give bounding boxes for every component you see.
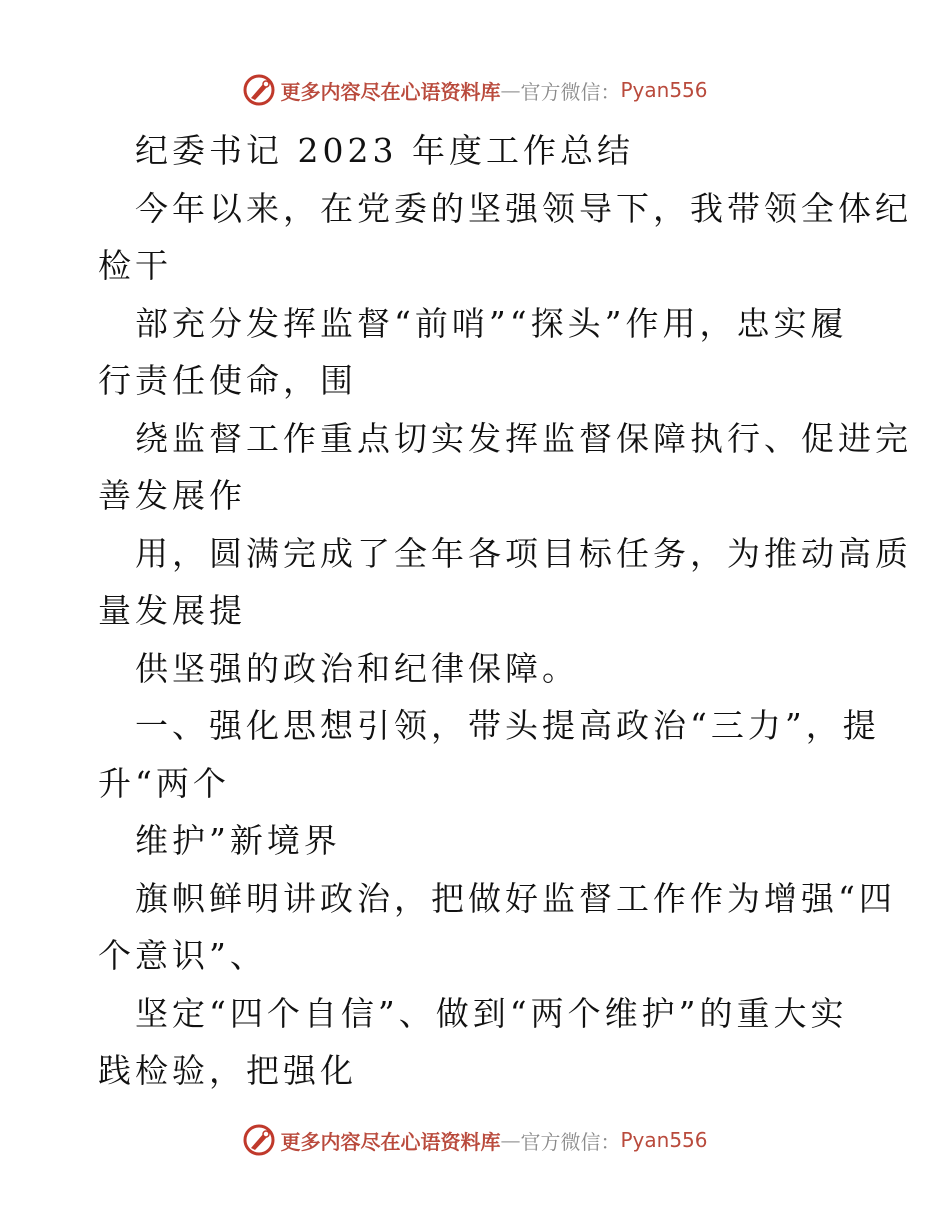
document-body	[98, 122, 912, 1100]
banner-wechat-handle: Pyan556	[620, 78, 708, 102]
text-line: 检干	[98, 246, 172, 285]
text-line: 践检验，把强化	[98, 1051, 357, 1090]
section-heading: 升“两个	[98, 763, 230, 803]
banner-separator: —	[500, 1128, 521, 1152]
text-line: 部充分发挥监督“前哨”“探头”作用，忠实履	[135, 303, 848, 343]
pen-logo-icon	[242, 73, 276, 107]
text-line: 量发展提	[98, 591, 246, 630]
footer-banner	[0, 1120, 950, 1160]
banner-separator: —	[500, 78, 521, 102]
section-heading: 维护”新境界	[135, 821, 341, 860]
banner-wechat-label: 官方微信：	[520, 79, 621, 104]
text-line: 绕监督工作重点切实发挥监督保障执行、促进完	[135, 418, 912, 458]
text-line: 今年以来，在党委的坚强领导下，我带领全体纪	[135, 188, 912, 228]
text-line: 用，圆满完成了全年各项目标任务，为推动高质	[135, 533, 912, 573]
text-line: 坚定“四个自信”、做到“两个维护”的重大实	[135, 993, 848, 1033]
pen-logo-icon	[242, 1123, 276, 1157]
text-line: 个意识”、	[98, 936, 267, 975]
document-title: 纪委书记 2023 年度工作总结	[135, 131, 634, 170]
section-heading: 一、强化思想引领，带头提高政治“三力”，提	[135, 706, 880, 745]
header-banner	[0, 70, 950, 110]
banner-brand-text: 更多内容尽在心语资料库	[280, 1129, 501, 1154]
banner-wechat-handle: Pyan556	[620, 1128, 708, 1152]
text-line: 行责任使命，围	[98, 361, 357, 400]
text-line: 善发展作	[98, 476, 246, 515]
banner-brand-text: 更多内容尽在心语资料库	[280, 79, 501, 104]
text-line: 旗帜鲜明讲政治，把做好监督工作作为增强“四	[135, 878, 896, 918]
text-line: 供坚强的政治和纪律保障。	[135, 648, 579, 688]
banner-wechat-label: 官方微信：	[520, 1129, 621, 1154]
